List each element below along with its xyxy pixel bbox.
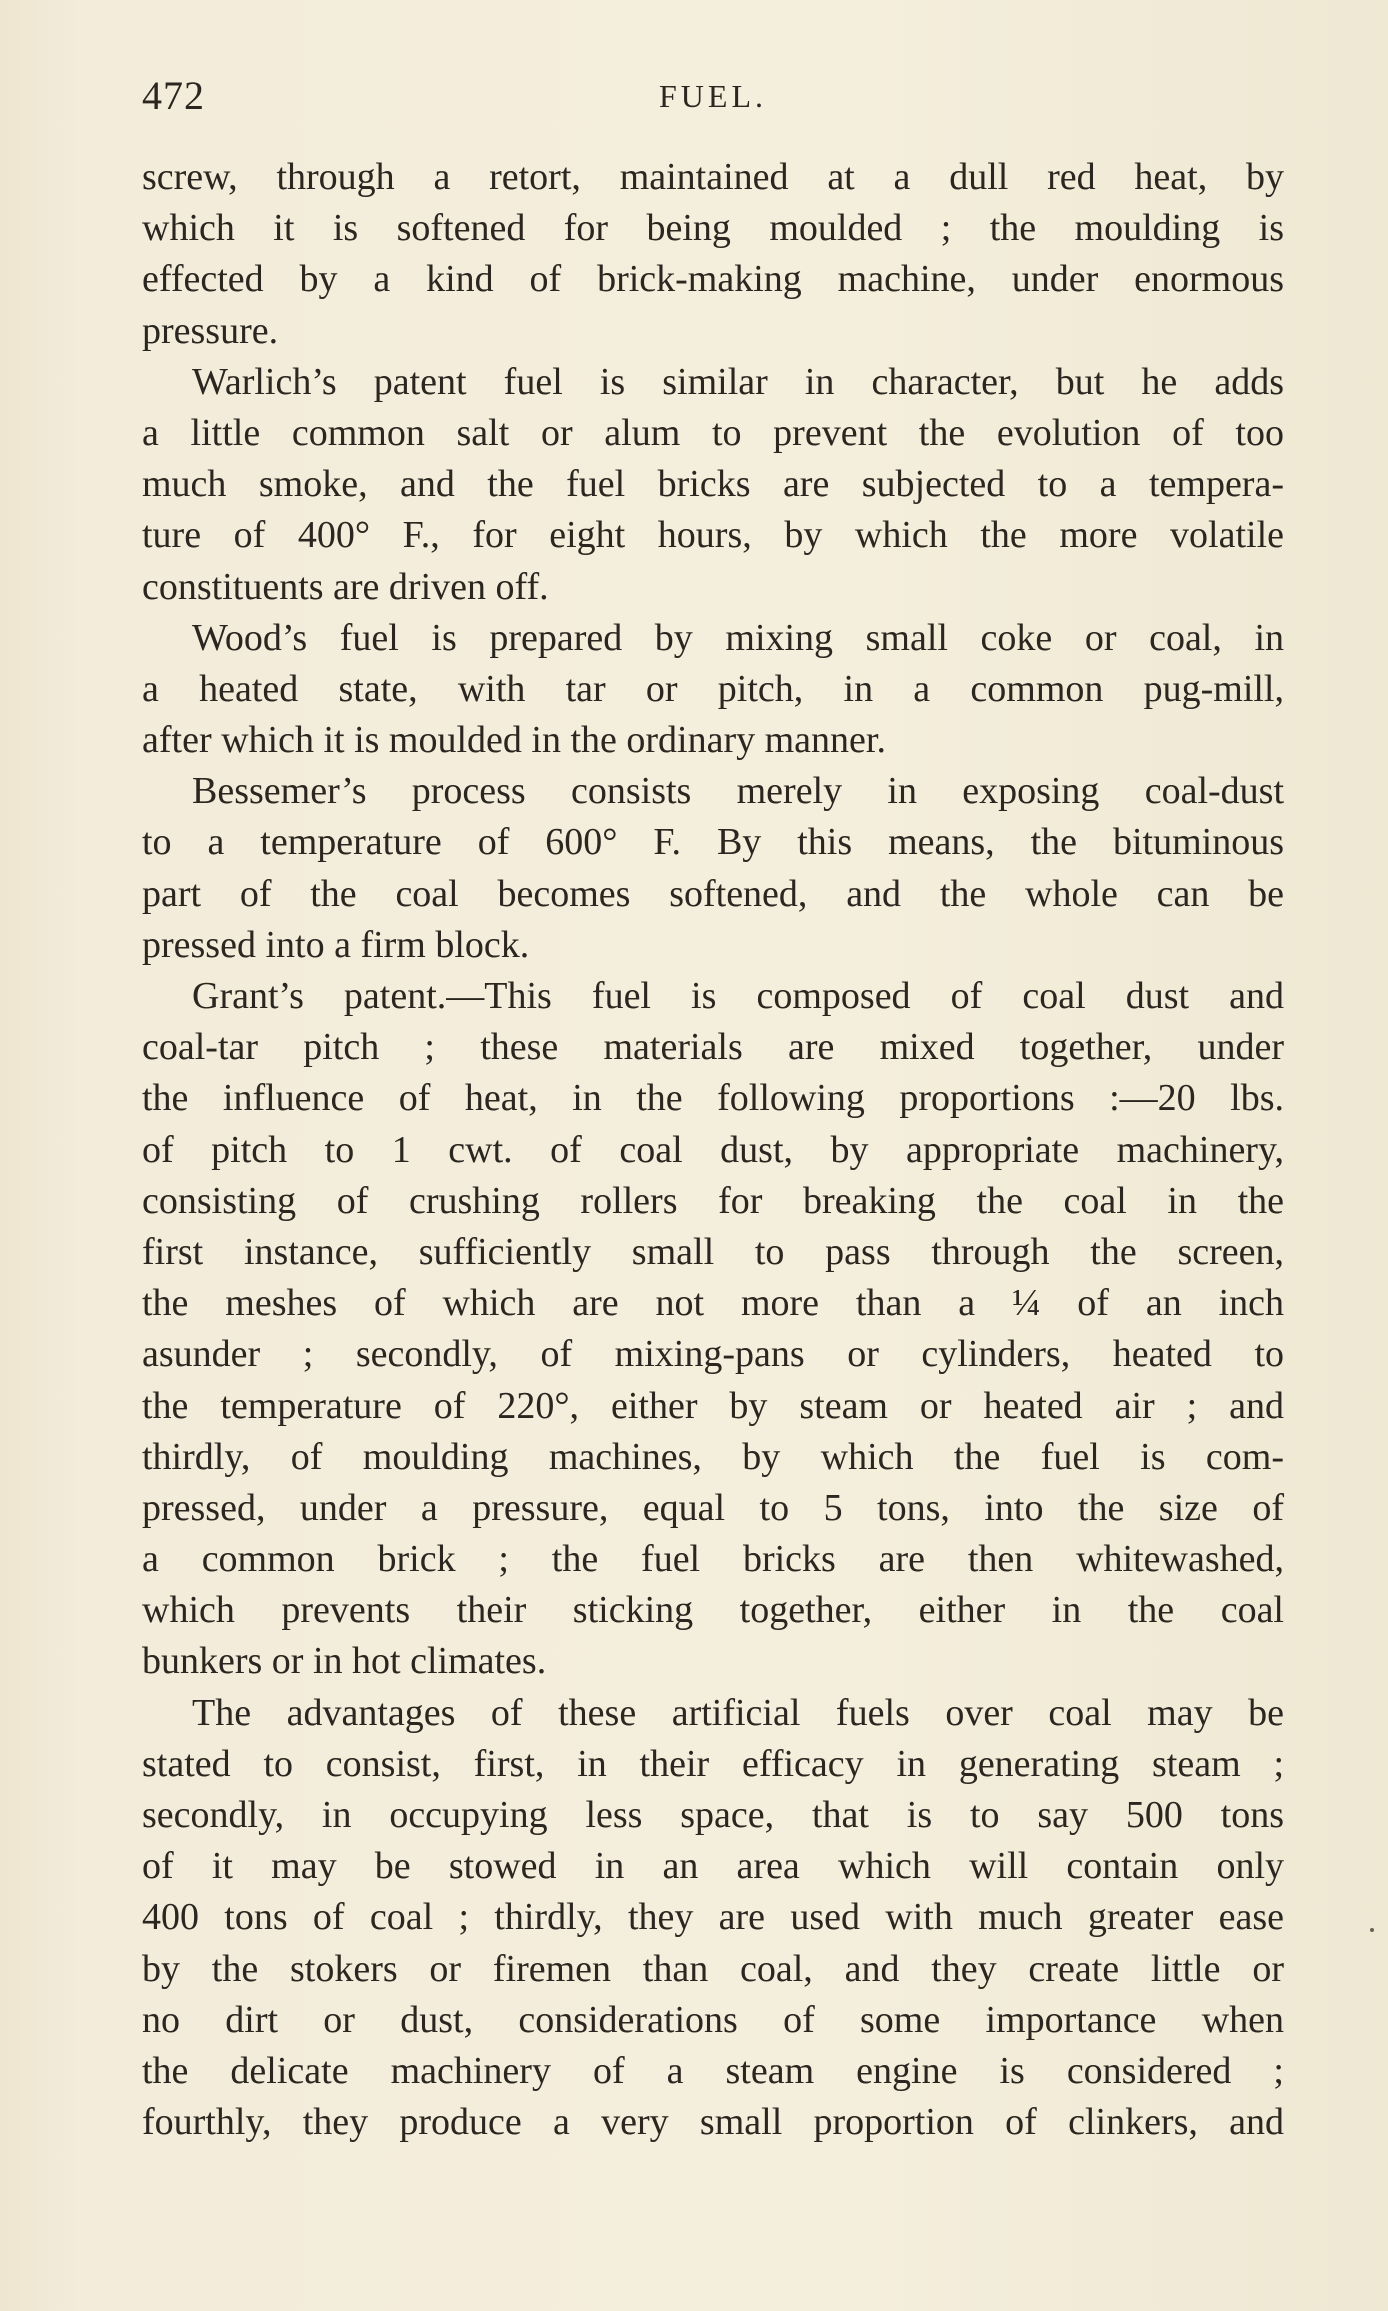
text-line: screw, through a retort, maintained at a dull red heat, by [142,156,1284,198]
text-line: coal-tar pitch ; these materials are mixed together, under [142,1026,1284,1069]
text-line: of it may be stowed in an area which will contain only [142,1845,1284,1888]
text-line: stated to consist, first, in their efficacy in generating steam ; [142,1742,1284,1785]
text-line: the temperature of 220°, either by steam or heated air ; and [142,1384,1284,1427]
text-line: constituents are driven off. [142,565,549,608]
text-line: pressure. [142,309,279,352]
text-line: ture of 400° F., for eight hours, by which the more volatile [142,514,1284,557]
text-line: to a temperature of 600° F. By this means, the bituminous [142,821,1284,864]
text-line: the delicate machinery of a steam engine is considered ; [142,2049,1284,2092]
text-line: part of the coal becomes softened, and the whole can be [142,872,1284,915]
text-line: of pitch to 1 cwt. of coal dust, by appropriate machinery, [142,1128,1284,1171]
page-header [142,68,1284,118]
text-line: pressed, under a pressure, equal to 5 tons, into the size of [142,1486,1284,1529]
text-line: first instance, sufficiently small to pass through the screen, [142,1230,1284,1273]
text-line: the meshes of which are not more than a ¼ of an inch [142,1282,1284,1325]
text-line: after which it is moulded in the ordinary manner. [142,719,886,762]
text-line: Bessemer’s process consists merely in exposing coal-dust [192,770,1284,813]
text-line: no dirt or dust, considerations of some importance when [142,1998,1284,2041]
text-line: fourthly, they produce a very small proportion of clinkers, and [142,2101,1284,2144]
text-line: The advantages of these artificial fuels over coal may be [192,1691,1284,1734]
text-line: 400 tons of coal ; thirdly, they are used with much greater ease [142,1896,1284,1939]
text-line: which it is softened for being moulded ; the moulding is [142,207,1284,250]
text-line: Warlich’s patent fuel is similar in character, but he adds [192,360,1284,403]
text-line: consisting of crushing rollers for breaking the coal in the [142,1179,1284,1222]
text-line: much smoke, and the fuel bricks are subjected to a tempera- [142,463,1284,506]
text-line: by the stokers or firemen than coal, and they create little or [142,1947,1284,1990]
text-line: Wood’s fuel is prepared by mixing small coke or coal, in [192,616,1284,659]
text-line: Grant’s patent.—This fuel is composed of coal dust and [192,975,1284,1017]
text-line: pressed into a firm block. [142,923,530,966]
ink-speck [1370,1928,1374,1932]
text-line: a little common salt or alum to prevent the evolution of too [142,411,1284,454]
body-text [142,152,1284,2148]
text-line: asunder ; secondly, of mixing-pans or cylinders, heated to [142,1333,1284,1376]
text-line: secondly, in occupying less space, that is to say 500 tons [142,1794,1284,1836]
text-line: a heated state, with tar or pitch, in a common pug-mill, [142,667,1284,710]
text-line: thirdly, of moulding machines, by which the fuel is com- [142,1435,1284,1478]
text-line: which prevents their sticking together, either in the coal [142,1589,1284,1632]
text-line: bunkers or in hot climates. [142,1640,547,1683]
text-line: effected by a kind of brick-making machine, under enormous [142,258,1284,301]
text-line: a common brick ; the fuel bricks are then whitewashed, [142,1538,1284,1581]
page-number: 472 [142,73,205,118]
text-line: the influence of heat, in the following proportions :—20 lbs. [142,1077,1284,1120]
running-title: FUEL. [659,78,767,114]
